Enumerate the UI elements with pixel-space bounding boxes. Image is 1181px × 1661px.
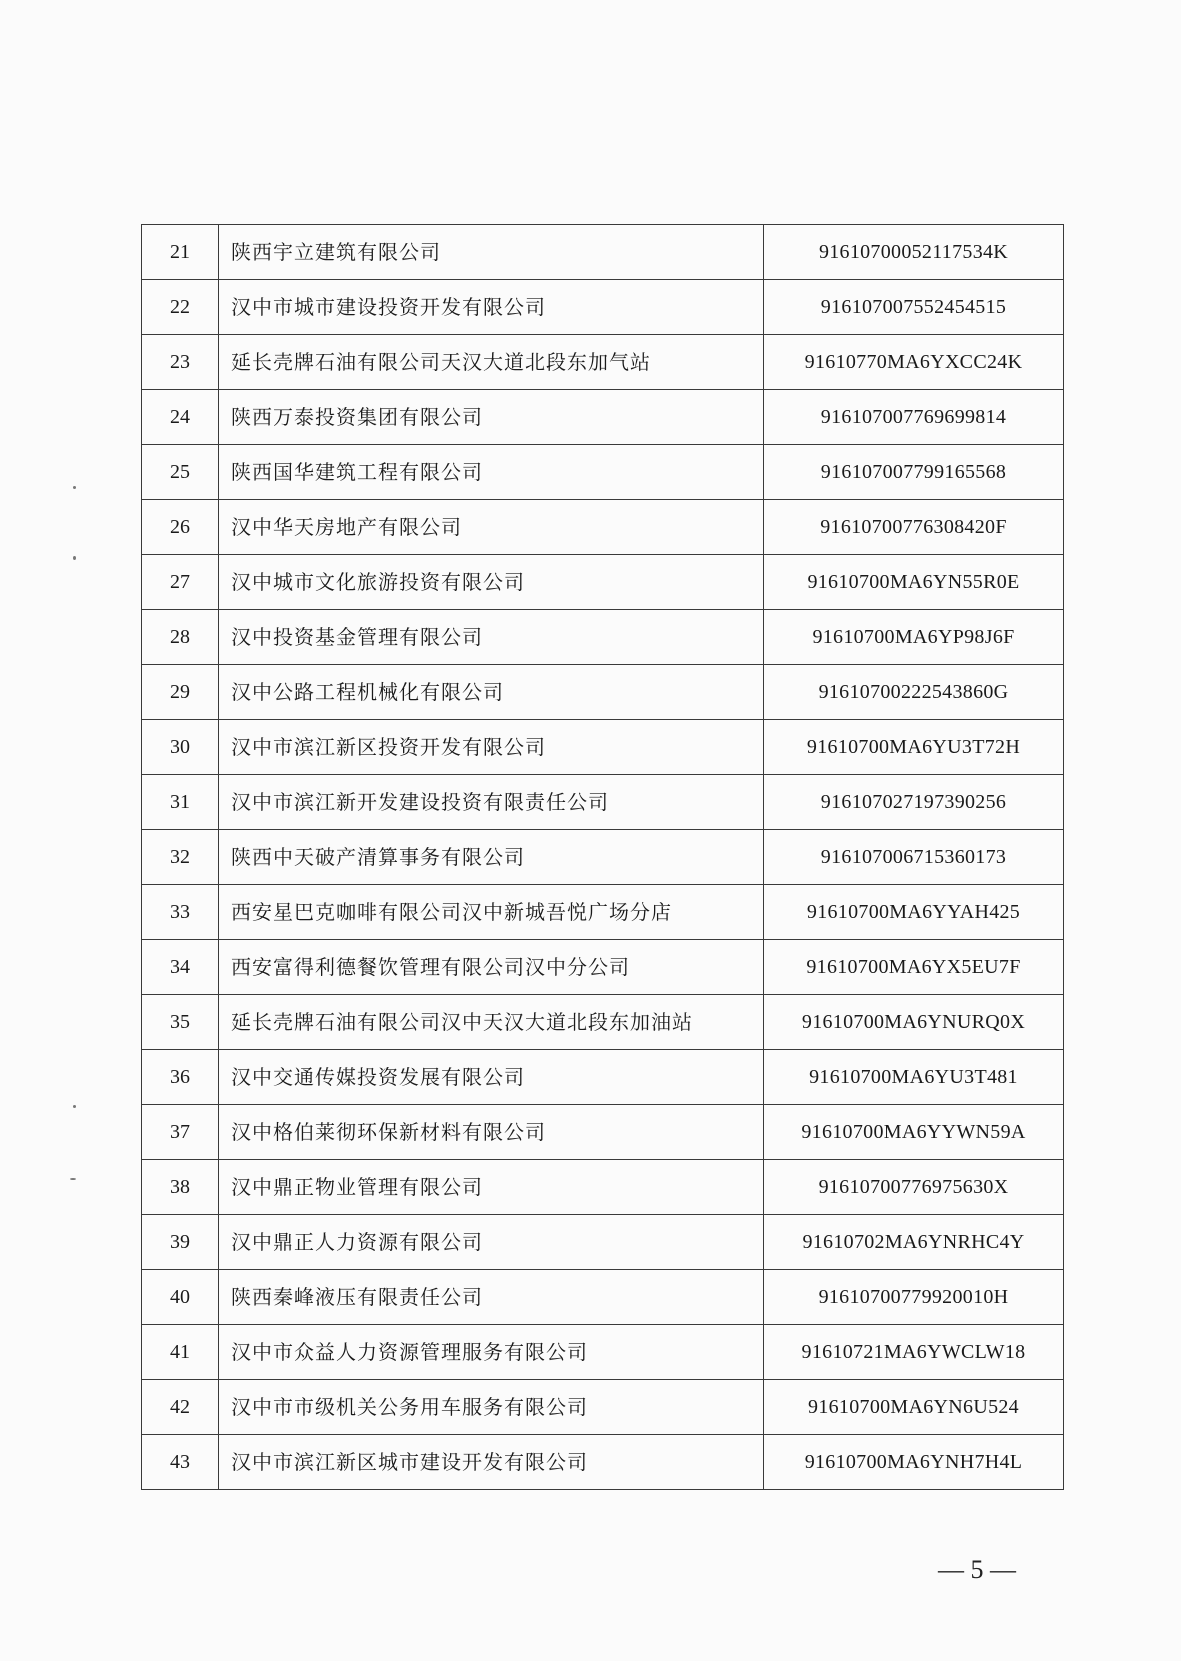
credit-code: 91610721MA6YWCLW18: [764, 1325, 1064, 1380]
table-row: [142, 1160, 1064, 1215]
credit-code: 91610702MA6YNRHC4Y: [764, 1215, 1064, 1270]
table-row: [142, 1105, 1064, 1160]
table-row: [142, 1435, 1064, 1490]
table-row: [142, 555, 1064, 610]
company-registry-table: [141, 224, 1064, 1490]
row-number: 28: [142, 610, 219, 665]
credit-code: 916107007769699814: [764, 390, 1064, 445]
table-row: [142, 1380, 1064, 1435]
credit-code: 91610770MA6YXCC24K: [764, 335, 1064, 390]
table-row: [142, 1050, 1064, 1105]
credit-code: 91610700222543860G: [764, 665, 1064, 720]
table-row: [142, 720, 1064, 775]
credit-code: 91610700MA6YNH7H4L: [764, 1435, 1064, 1490]
table-row: [142, 1270, 1064, 1325]
credit-code: 916107006715360173: [764, 830, 1064, 885]
row-number: 29: [142, 665, 219, 720]
credit-code: 916107007552454515: [764, 280, 1064, 335]
page-number: — 5 —: [938, 1555, 1016, 1584]
table-row: [142, 665, 1064, 720]
credit-code: 916107007799165568: [764, 445, 1064, 500]
row-number: 34: [142, 940, 219, 995]
credit-code: 916107027197390256: [764, 775, 1064, 830]
table-row: [142, 885, 1064, 940]
table-row: [142, 280, 1064, 335]
table-row: [142, 225, 1064, 280]
credit-code: 91610700052117534K: [764, 225, 1064, 280]
table-body: [142, 225, 1064, 1490]
row-number: 43: [142, 1435, 219, 1490]
company-name: 汉中市市级机关公务用车服务有限公司: [219, 1380, 764, 1435]
credit-code: 91610700MA6YN6U524: [764, 1380, 1064, 1435]
table-row: [142, 610, 1064, 665]
scan-speck: [73, 486, 76, 489]
credit-code: 91610700MA6YP98J6F: [764, 610, 1064, 665]
company-name: 汉中市滨江新区城市建设开发有限公司: [219, 1435, 764, 1490]
credit-code: 91610700776975630X: [764, 1160, 1064, 1215]
company-name: 汉中市城市建设投资开发有限公司: [219, 280, 764, 335]
row-number: 39: [142, 1215, 219, 1270]
row-number: 37: [142, 1105, 219, 1160]
row-number: 41: [142, 1325, 219, 1380]
row-number: 33: [142, 885, 219, 940]
row-number: 31: [142, 775, 219, 830]
table-row: [142, 940, 1064, 995]
row-number: 27: [142, 555, 219, 610]
credit-code: 91610700MA6YYAH425: [764, 885, 1064, 940]
company-name: 汉中公路工程机械化有限公司: [219, 665, 764, 720]
company-name: 汉中鼎正物业管理有限公司: [219, 1160, 764, 1215]
row-number: 38: [142, 1160, 219, 1215]
credit-code: 91610700776308420F: [764, 500, 1064, 555]
company-name: 陕西国华建筑工程有限公司: [219, 445, 764, 500]
scan-speck: [73, 1105, 76, 1108]
company-name: 汉中投资基金管理有限公司: [219, 610, 764, 665]
row-number: 23: [142, 335, 219, 390]
table-row: [142, 390, 1064, 445]
row-number: 35: [142, 995, 219, 1050]
company-name: 延长壳牌石油有限公司天汉大道北段东加气站: [219, 335, 764, 390]
table-row: [142, 1215, 1064, 1270]
company-name: 汉中交通传媒投资发展有限公司: [219, 1050, 764, 1105]
row-number: 40: [142, 1270, 219, 1325]
credit-code: 91610700MA6YU3T481: [764, 1050, 1064, 1105]
row-number: 36: [142, 1050, 219, 1105]
scan-speck: [73, 556, 76, 560]
row-number: 26: [142, 500, 219, 555]
company-name: 陕西宇立建筑有限公司: [219, 225, 764, 280]
table-row: [142, 500, 1064, 555]
row-number: 25: [142, 445, 219, 500]
credit-code: 91610700MA6YYWN59A: [764, 1105, 1064, 1160]
row-number: 30: [142, 720, 219, 775]
credit-code: 91610700MA6YU3T72H: [764, 720, 1064, 775]
credit-code: 91610700MA6YX5EU7F: [764, 940, 1064, 995]
company-name: 陕西万泰投资集团有限公司: [219, 390, 764, 445]
table-row: [142, 830, 1064, 885]
company-name: 西安富得利德餐饮管理有限公司汉中分公司: [219, 940, 764, 995]
company-name: 延长壳牌石油有限公司汉中天汉大道北段东加油站: [219, 995, 764, 1050]
row-number: 32: [142, 830, 219, 885]
table-row: [142, 1325, 1064, 1380]
company-name: 汉中市众益人力资源管理服务有限公司: [219, 1325, 764, 1380]
table-row: [142, 775, 1064, 830]
table-row: [142, 995, 1064, 1050]
scan-speck: [70, 1178, 76, 1180]
table-row: [142, 335, 1064, 390]
company-name: 西安星巴克咖啡有限公司汉中新城吾悦广场分店: [219, 885, 764, 940]
company-name: 汉中市滨江新区投资开发有限公司: [219, 720, 764, 775]
row-number: 24: [142, 390, 219, 445]
company-name: 汉中华天房地产有限公司: [219, 500, 764, 555]
company-name: 汉中格伯莱彻环保新材料有限公司: [219, 1105, 764, 1160]
company-name: 汉中城市文化旅游投资有限公司: [219, 555, 764, 610]
credit-code: 91610700MA6YNURQ0X: [764, 995, 1064, 1050]
row-number: 22: [142, 280, 219, 335]
company-name: 陕西秦峰液压有限责任公司: [219, 1270, 764, 1325]
company-name: 汉中鼎正人力资源有限公司: [219, 1215, 764, 1270]
company-name: 汉中市滨江新开发建设投资有限责任公司: [219, 775, 764, 830]
table-row: [142, 445, 1064, 500]
credit-code: 91610700MA6YN55R0E: [764, 555, 1064, 610]
company-name: 陕西中天破产清算事务有限公司: [219, 830, 764, 885]
row-number: 21: [142, 225, 219, 280]
credit-code: 91610700779920010H: [764, 1270, 1064, 1325]
row-number: 42: [142, 1380, 219, 1435]
